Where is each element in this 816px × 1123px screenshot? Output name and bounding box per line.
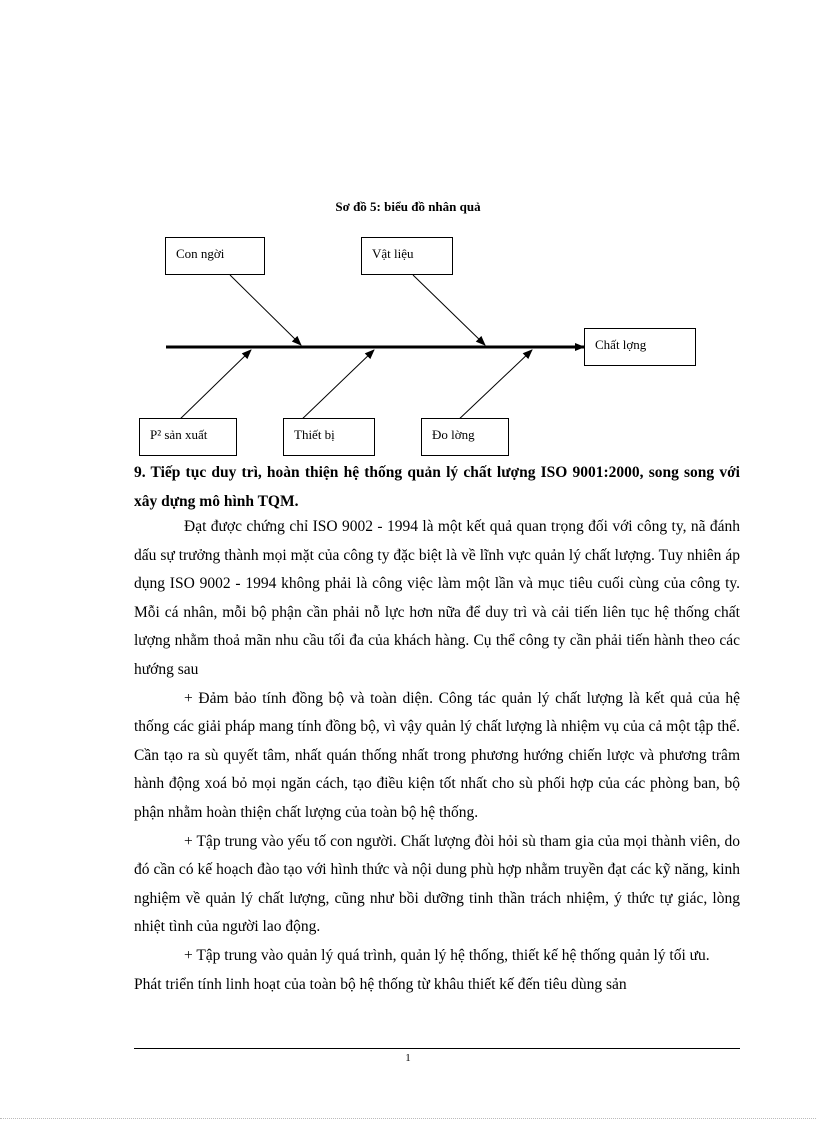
page-number: 1 <box>405 1052 411 1064</box>
body-text <box>134 513 740 999</box>
cause-box-san-xuat: P² sản xuất <box>139 418 237 456</box>
paragraph: + Tập trung vào yếu tố con người. Chất lượng đòi hỏi sù tham gia của mọi thành viên, do đó cần có kế hoạch đào tạo với hình thức và nội dung phù hợp nhằm truyền đạt các kỹ năng, kinh nghiệm về quản lý chất lượng, cũng như bồi dưỡng tinh thần trách nhiệm, ý thức tự giác, lòng nhiệt tình của người lao động. <box>134 832 740 936</box>
bone-san-xuat <box>176 350 251 423</box>
bone-thiet-bi <box>298 350 374 423</box>
paragraph: + Đảm bảo tính đồng bộ và toàn diện. Công tác quản lý chất lượng là kết quả của hệ thống các giải pháp mang tính đồng bộ, vì vậy quản lý chất lượng là nhiệm vụ của cả một tập thể. Cần tạo ra sù quyết tâm, nhất quán thống nhất trong phương hướng chiến lược và phương trâm hành động xoá bỏ mọi ngăn cách, tạo điều kiện tốt nhất cho sù phối hợp của các phòng ban, bộ phận nhằm hoàn thiện chất lượng của toàn bộ hệ thống. <box>134 689 740 821</box>
cause-box-con-nguoi: Con ngời <box>165 237 265 275</box>
paragraph: Đạt được chứng chỉ ISO 9002 - 1994 là một kết quả quan trọng đối với công ty, nã đánh dấu sự trưởng thành mọi mặt của công ty đặc biệt là về lĩnh vực quản lý chất lượng. Tuy nhiên áp dụng ISO 9002 - 1994 không phải là công việc làm một lần và mục tiêu cuối cùng của công ty. Mỗi cá nhân, mỗi bộ phận cần phải nỗ lực hơn nữa để duy trì và cải tiến liên tục hệ thống chất lượng nhằm thoả mãn nhu cầu tối đa của khách hàng. Cụ thể công ty cần phải tiến hành theo các hướng sau <box>134 518 740 678</box>
section-heading: 9. Tiếp tục duy trì, hoàn thiện hệ thống quản lý chất lượng ISO 9001:2000, song song với xây dựng mô hình TQM. <box>134 464 740 510</box>
page-edge <box>0 1118 816 1119</box>
cause-box-vat-lieu: Vật liệu <box>361 237 453 275</box>
cause-effect-diagram <box>0 0 816 470</box>
bone-do-luong <box>455 350 532 423</box>
bone-con-nguoi <box>230 275 301 345</box>
cause-box-thiet-bi: Thiết bị <box>283 418 375 456</box>
cause-box-do-luong: Đo lờng <box>421 418 509 456</box>
paragraph: + Tập trung vào quản lý quá trình, quản lý hệ thống, thiết kế hệ thống quản lý tối ưu. Phát triển tính linh hoạt của toàn bộ hệ thống từ khâu thiết kế đến tiêu dùng sản <box>134 946 710 993</box>
footer-divider <box>134 1048 740 1049</box>
diagram-title: Sơ đồ 5: biểu đồ nhân quả <box>335 199 481 214</box>
effect-box-chat-luong: Chất lợng <box>584 328 696 366</box>
bone-vat-lieu <box>413 275 485 345</box>
